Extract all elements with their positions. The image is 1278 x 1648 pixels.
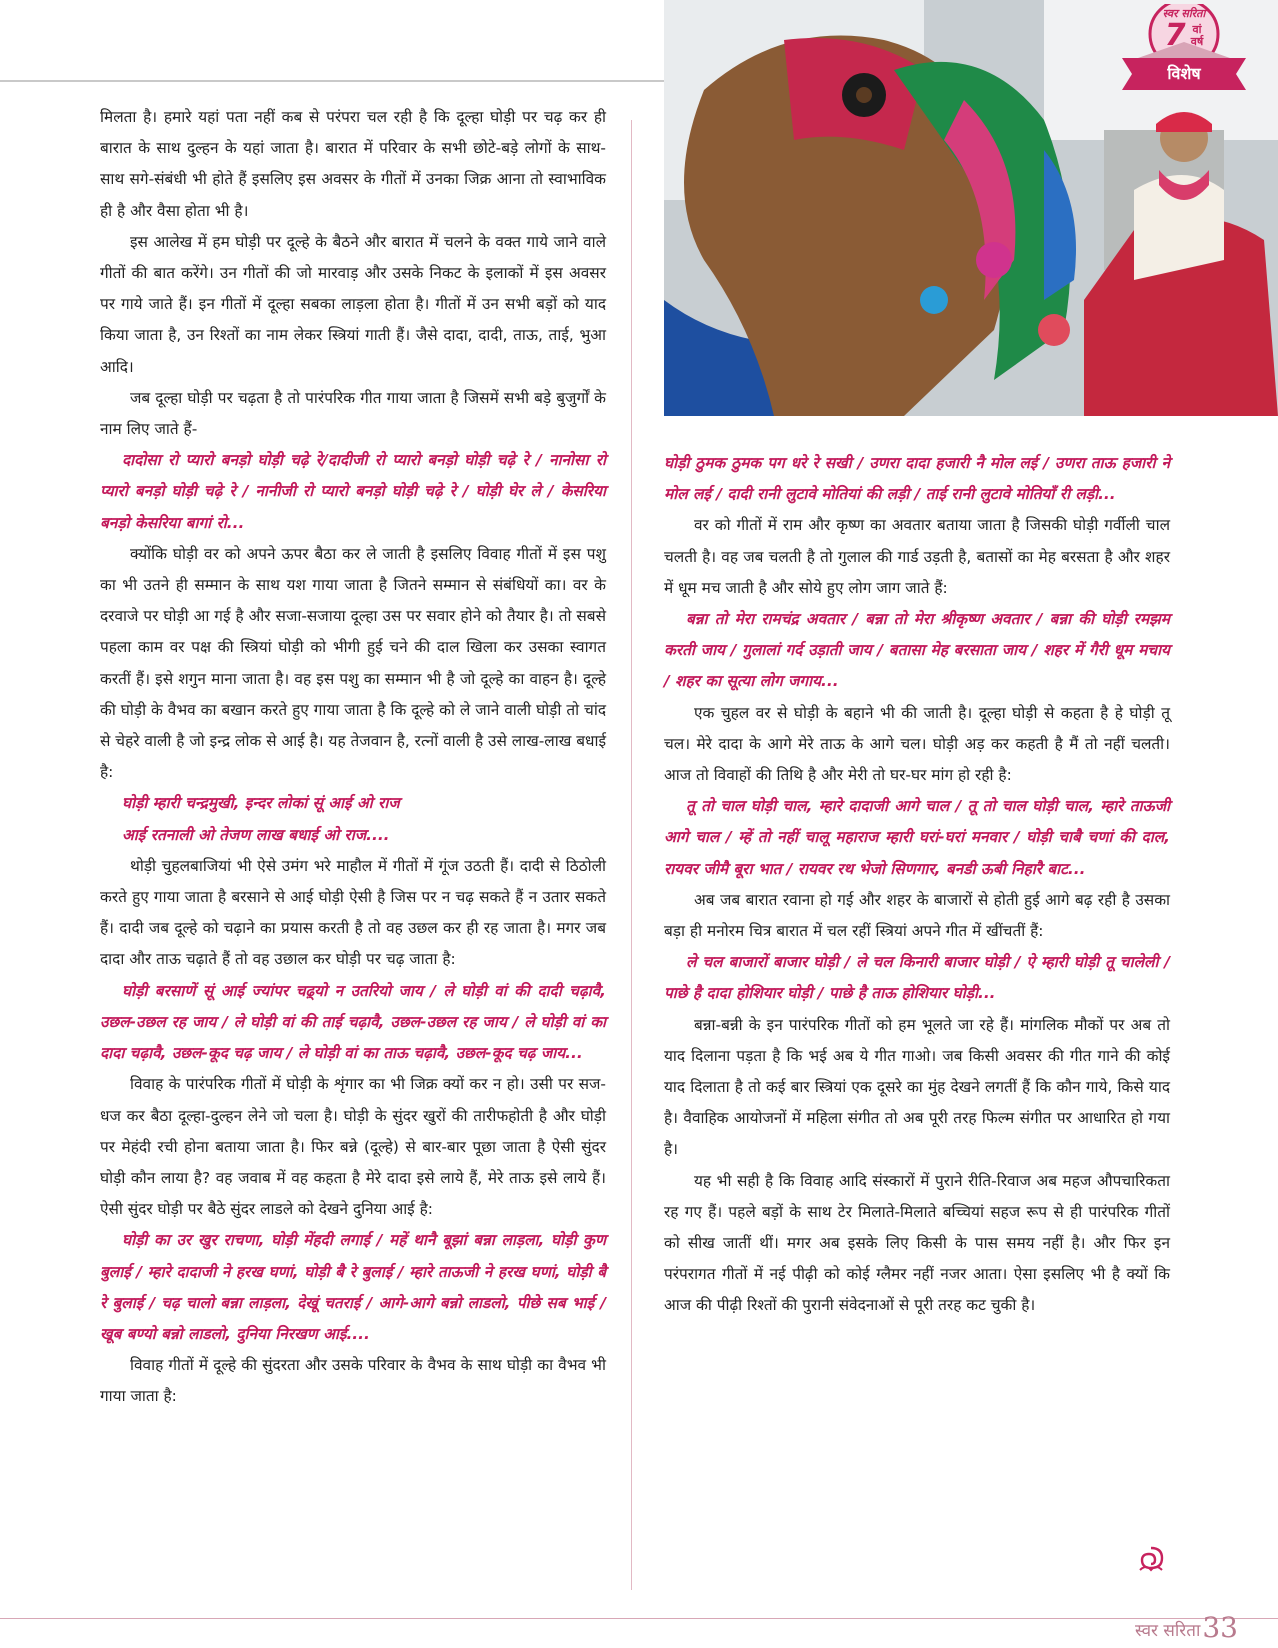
- verse-stanza: घोड़ी बरसाणें सूं आई ज्यांपर चढ़्यो न उतरियो जाय / ले घोड़ी वां की दादी चढ़ावै, उछल-उछल रह जाय / ले घोड़ी वां की ताई चढ़ावै, उछल-उछल रह जाय / ले घोड़ी वां का दादा चढ़ावै, उछल-कूद चढ़ जाय / ले घोड़ी वां का ताऊ चढ़ावै, उछल-कूद चढ़ जाय...: [100, 981, 606, 1063]
- verse-stanza: तू तो चाल घोड़ी चाल, म्हारे दादाजी आगे चाल / तू तो चाल घोड़ी चाल, म्हारे ताऊजी आगे चाल / म्हें तो नहीं चालू महाराज म्हारी घरां-घरां मनवार / घोड़ी चाबै चणां की दाल, रायवर जीमै बूरा भात / रायवर रथ भेजो सिणगार, बनडी ऊबी निहारै बाट...: [664, 797, 1170, 878]
- article-left-column: [100, 102, 606, 1413]
- badge-brand: स्वर सरिता: [1162, 7, 1206, 20]
- end-ornament-icon: [1134, 1542, 1168, 1580]
- badge-suffix-bottom: वर्ष: [1190, 34, 1204, 48]
- badge-suffix-top: वां: [1192, 22, 1202, 36]
- article-paragraph: यह भी सही है कि विवाह आदि संस्कारों में पुराने रीति-रिवाज अब महज औपचारिकता रह गए हैं। पहले बड़ों के साथ टेर मिलाते-मिलाते बच्चियां सहज रूप से ही पारंपरिक गीतों को सीख जातीं थीं। मगर अब इसके लिए किसी के पास समय नहीं है। और फिर इन परंपरागत गीतों में नई पीढ़ी को कोई ग्लैमर नहीं नजर आता। ऐसा इसलिए भी है क्यों कि आज की पीढ़ी रिश्तों की पुरानी संवेदनाओं से पूरी तरह कट चुकी है।: [664, 1171, 1170, 1315]
- top-rule: [0, 80, 664, 82]
- verse-stanza: घोड़ी का उर खुर राचणा, घोड़ी मेंहदी लगाई / महें थानै बूझां बन्ना लाड़ला, घोड़ी कुण बुलाई / म्हारे दादाजी ने हरख घणां, घोड़ी बै रे बुलाई / म्हारे ताऊजी ने हरख घणां, घोड़ी बै रे बुलाई / चढ़ चालो बन्ना लाड़ला, देखूं चतराई / आगे-आगे बन्नो लाडलो, पीछे सब भाई / खूब बण्यो बन्नो लाडलो, दुनिया निरखण आई....: [100, 1231, 606, 1343]
- article-paragraph: थोड़ी चुहलबाजियां भी ऐसे उमंग भरे माहौल में गीतों में गूंज उठती हैं। दादी से ठिठोली करते हुए गाया जाता है बरसाने से आई घोड़ी ऐसी है जिस पर न चढ़ सकते हैं न उतार सकते हैं। दादी जब दूल्हे को चढ़ाने का प्रयास करती है तो वह उछल कर ही रह जाता है। मगर जब दादा और ताऊ चढ़ाते हैं तो वह उछाल कर घोड़ी पर चढ़ जाता है:: [100, 856, 606, 969]
- badge-number: 7: [1164, 18, 1186, 53]
- article-paragraph: एक चुहल वर से घोड़ी के बहाने भी की जाती है। दूल्हा घोड़ी से कहता है हे घोड़ी तू चल। मेरे दादा के आगे मेरे ताऊ के आगे चल। घोड़ी अड़ कर कहती है मैं तो नहीं चलती। आज तो विवाहों की तिथि है और मेरी तो घर-घर मांग हो रही है:: [664, 703, 1170, 785]
- groom-on-decorated-horse-photo: [664, 0, 1278, 416]
- anniversary-badge: [1118, 4, 1250, 108]
- footer-magazine-name: स्वर सरिता: [1134, 1621, 1201, 1641]
- article-paragraph: अब जब बारात रवाना हो गई और शहर के बाजारों से होती हुई आगे बढ़ रही है उसका बड़ा ही मनोरम चित्र बारात में चल रहीं स्त्रियां अपने गीत में खींचतीं हैं:: [664, 890, 1170, 941]
- article-paragraph: क्योंकि घोड़ी वर को अपने ऊपर बैठा कर ले जाती है इसलिए विवाह गीतों में इस पशु का भी उतने ही सम्मान के साथ यश गाया जाता है जितने सम्मान से संबंधियों का। वर के दरवाजे पर घोड़ी आ गई है और सजा-सजाया दूल्हा उस पर सवार होने को तैयार है। तो सबसे पहला काम वर पक्ष की स्त्रियां घोड़ी को भीगी हुई चने की दाल खिला कर उसका स्वागत करतीं हैं। इसे शगुन माना जाता है। वह इस पशु का सम्मान भी है जो दूल्हे का वाहन है। दूल्हे की घोड़ी के वैभव का बखान करते हुए गाया जाता है कि दूल्हे को ले जाने वाली घोड़ी तो चांद से चेहरे वाली है जो इन्द्र लोक से आई है। यह तेजवान है, रत्नों वाली है उसे लाख-लाख बधाई है:: [100, 544, 607, 782]
- article-paragraph: इस आलेख में हम घोड़ी पर दूल्हे के बैठने और बारात में चलने के वक्त गाये जाने वाले गीतों की बात करेंगे। उन गीतों की जो मारवाड़ और उसके निकट के इलाकों में इस अवसर पर गाये जाते हैं। इन गीतों में दूल्हा सबका लाड़ला होता है। गीतों में उन सभी बड़ों को याद किया जाता है, उन रिश्तों का नाम लेकर स्त्रियां गाती हैं। जैसे दादा, दादी, ताऊ, ताई, भुआ आदि।: [100, 232, 606, 376]
- verse-stanza: आई रतनाली ओ तेजण लाख बधाई ओ राज....: [122, 825, 390, 844]
- bottom-rule: [0, 1618, 1278, 1619]
- article-paragraph: बन्ना-बन्नी के इन पारंपरिक गीतों को हम भूलते जा रहे हैं। मांगलिक मौकों पर अब तो याद दिलाना पड़ता है कि भई अब ये गीत गाओ। जब किसी अवसर की गीत गाने की कोई याद दिलाता है तो कई बार स्त्रियां एक दूसरे का मुंह देखने लगतीं हैं कि कौन गाये, किसे याद है। वैवाहिक आयोजनों में महिला संगीत तो अब पूरी तरह फिल्म संगीत पर आधारित हो गया है।: [664, 1015, 1170, 1159]
- article-paragraph: जब दूल्हा घोड़ी पर चढ़ता है तो पारंपरिक गीत गाया जाता है जिसमें सभी बड़े बुजुर्गों के नाम लिए जाते हैं-: [100, 388, 606, 439]
- verse-stanza: दादोसा रो प्यारो बनड़ो घोड़ी चढ़े रे/दादीजी रो प्यारो बनड़ो घोड़ी चढ़े रे / नानोसा रो प्यारो बनड़ो घोड़ी चढ़े रे / नानीजी रो प्यारो बनड़ो घोड़ी चढ़े रे / घोड़ी घेर ले / केसरिया बनड़ो केसरिया बागां रो...: [100, 451, 606, 532]
- page-footer: [1135, 1611, 1238, 1644]
- verse-stanza: बन्ना तो मेरा रामचंद्र अवतार / बन्ना तो मेरा श्रीकृष्ण अवतार / बन्ना की घोड़ी रमझम करती जाय / गुलालां गर्द उड़ाती जाय / बतासा मेह बरसाता जाय / शहर में गैरी धूम मचाय / शहर का सूत्या लोग जगाय...: [664, 610, 1170, 691]
- article-paragraph: मिलता है। हमारे यहां पता नहीं कब से परंपरा चल रही है कि दूल्हा घोड़ी पर चढ़ कर ही बारात के साथ दुल्हन के यहां जाता है। बारात में परिवार के सभी छोटे-बड़े लोगों के साथ-साथ सगे-संबंधी भी होते हैं इसलिए इस अवसर के गीतों में उनका जिक्र आना तो स्वाभाविक ही है और वैसा होता भी है।: [100, 108, 606, 220]
- badge-number-group: [1118, 18, 1250, 53]
- page-number: 33: [1202, 1611, 1238, 1644]
- article-paragraph: विवाह गीतों में दूल्हे की सुंदरता और उसके परिवार के वैभव के साथ घोड़ी का वैभव भी गाया जाता है:: [100, 1356, 606, 1406]
- column-divider: [631, 120, 632, 1590]
- article-right-column: [664, 448, 1170, 1322]
- badge-label: विशेष: [1167, 64, 1201, 83]
- verse-stanza: ले चल बाजारों बाजार घोड़ी / ले चल किनारी बाजार घोड़ी / ऐ म्हारी घोड़ी तू चालेली / पाछे है दादा होशियार घोड़ी / पाछे है ताऊ होशियार घोड़ी...: [664, 953, 1170, 1003]
- article-paragraph: विवाह के पारंपरिक गीतों में घोड़ी के शृंगार का भी जिक्र क्यों कर न हो। उसी पर सज-धज कर बैठा दूल्हा-दुल्हन लेने जो चला है। घोड़ी के सुंदर खुरों की तारीफहोती है और घोड़ी पर मेहंदी रची होना बताया जाता है। फिर बन्ने (दूल्हे) से बार-बार पूछा जाता है ऐसी सुंदर घोड़ी कौन लाया है? वह जवाब में वह कहता है मेरे दादा इसे लाये हैं, मेरे ताऊ इसे लाये हैं। ऐसी सुंदर घोड़ी पर बैठे सुंदर लाडले को देखने दुनिया आई है:: [100, 1075, 606, 1219]
- verse-stanza: घोड़ी म्हारी चन्द्रमुखी, इन्दर लोकां सूं आई ओ राज: [122, 794, 400, 813]
- article-paragraph: वर को गीतों में राम और कृष्ण का अवतार बताया जाता है जिसकी घोड़ी गर्वीली चाल चलती है। वह जब चलती है तो गुलाल की गार्ड उड़ती है, बतासों का मेह बरसता है और शहर में धूम मच जाती है और सोये हुए लोग जाग जाते हैं:: [664, 516, 1170, 597]
- verse-stanza: घोड़ी ठुमक ठुमक पग धरे रे सखी / उणरा दादा हजारी नै मोल लई / उणरा ताऊ हजारी ने मोल लई / दादी रानी लुटावे मोतियां की लड़ी / ताई रानी लुटावे मोतियाँ री लड़ी...: [664, 454, 1170, 504]
